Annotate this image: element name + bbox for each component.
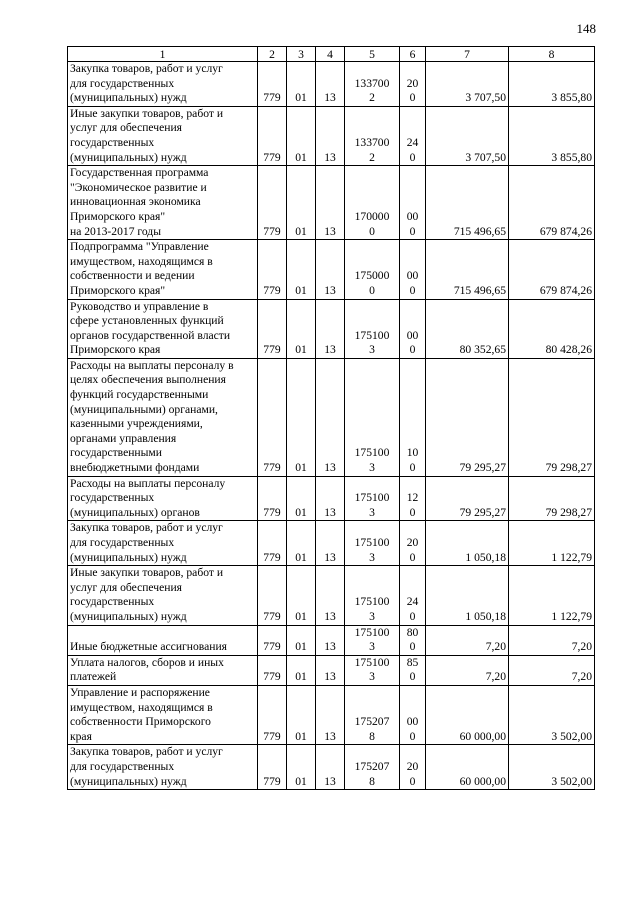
row-name-cell: Закупка товаров, работ и услуг для государственных (муниципальных) нужд [68, 521, 258, 566]
target-article-cell: 175100 3 [345, 521, 400, 566]
expense-type-cell: 00 0 [400, 299, 426, 358]
code-cell-section: 779 [258, 476, 287, 521]
expense-type-cell: 12 0 [400, 476, 426, 521]
amount-year-1-cell: 80 352,65 [426, 299, 509, 358]
target-article-cell: 133700 2 [345, 62, 400, 107]
code-cell-chapter: 01 [287, 521, 316, 566]
column-header: 6 [400, 47, 426, 62]
amount-year-2-cell: 3 502,00 [509, 685, 595, 744]
amount-year-2-cell: 3 855,80 [509, 106, 595, 165]
amount-year-2-cell: 7,20 [509, 625, 595, 655]
expense-type-cell: 00 0 [400, 685, 426, 744]
target-article-cell: 175100 3 [345, 358, 400, 476]
expense-type-cell: 24 0 [400, 566, 426, 625]
code-cell-section: 779 [258, 358, 287, 476]
code-cell-subchapter: 13 [316, 745, 345, 790]
table-row [68, 62, 595, 107]
expense-type-cell: 20 0 [400, 62, 426, 107]
row-name-cell: Расходы на выплаты персоналу в целях обеспечения выполнения функций государственными (муниципальными) органами, казенными учреждениями, органами управления государственными внебюджетными фондами [68, 358, 258, 476]
code-cell-section: 779 [258, 106, 287, 165]
code-cell-subchapter: 13 [316, 521, 345, 566]
expense-type-cell: 85 0 [400, 655, 426, 685]
column-header: 2 [258, 47, 287, 62]
code-cell-subchapter: 13 [316, 625, 345, 655]
amount-year-2-cell: 79 298,27 [509, 358, 595, 476]
expense-type-cell: 00 0 [400, 240, 426, 299]
table-row [68, 299, 595, 358]
code-cell-section: 779 [258, 745, 287, 790]
target-article-cell: 175000 0 [345, 240, 400, 299]
table-row [68, 358, 595, 476]
page-number: 148 [576, 21, 596, 36]
amount-year-2-cell: 679 874,26 [509, 240, 595, 299]
column-header: 5 [345, 47, 400, 62]
expense-type-cell: 24 0 [400, 106, 426, 165]
code-cell-chapter: 01 [287, 476, 316, 521]
code-cell-subchapter: 13 [316, 685, 345, 744]
code-cell-chapter: 01 [287, 745, 316, 790]
amount-year-1-cell: 60 000,00 [426, 745, 509, 790]
amount-year-2-cell: 3 855,80 [509, 62, 595, 107]
expense-type-cell: 00 0 [400, 166, 426, 240]
row-name-cell: Подпрограмма "Управление имуществом, находящимся в собственности и ведении Приморского края" [68, 240, 258, 299]
expense-type-cell: 20 0 [400, 745, 426, 790]
code-cell-section: 779 [258, 655, 287, 685]
amount-year-1-cell: 7,20 [426, 625, 509, 655]
code-cell-section: 779 [258, 521, 287, 566]
table-row [68, 685, 595, 744]
target-article-cell: 175100 3 [345, 299, 400, 358]
table-row [68, 745, 595, 790]
row-name-cell: Закупка товаров, работ и услуг для государственных (муниципальных) нужд [68, 62, 258, 107]
code-cell-section: 779 [258, 566, 287, 625]
code-cell-subchapter: 13 [316, 358, 345, 476]
table-row [68, 240, 595, 299]
code-cell-chapter: 01 [287, 358, 316, 476]
code-cell-chapter: 01 [287, 106, 316, 165]
code-cell-chapter: 01 [287, 299, 316, 358]
code-cell-subchapter: 13 [316, 299, 345, 358]
table-row [68, 625, 595, 655]
amount-year-1-cell: 3 707,50 [426, 62, 509, 107]
column-header: 1 [68, 47, 258, 62]
code-cell-chapter: 01 [287, 166, 316, 240]
amount-year-2-cell: 679 874,26 [509, 166, 595, 240]
row-name-cell: Иные закупки товаров, работ и услуг для обеспечения государственных (муниципальных) нужд [68, 566, 258, 625]
row-name-cell: Руководство и управление в сфере установленных функций органов государственной власти Приморского края [68, 299, 258, 358]
table-header-row [68, 47, 595, 62]
amount-year-1-cell: 3 707,50 [426, 106, 509, 165]
row-name-cell: Расходы на выплаты персоналу государственных (муниципальных) органов [68, 476, 258, 521]
column-header: 4 [316, 47, 345, 62]
row-name-cell: Государственная программа "Экономическое развитие и инновационная экономика Приморского края" на 2013-2017 годы [68, 166, 258, 240]
target-article-cell: 175100 3 [345, 476, 400, 521]
expense-type-cell: 10 0 [400, 358, 426, 476]
column-header: 8 [509, 47, 595, 62]
expense-type-cell: 20 0 [400, 521, 426, 566]
column-header: 3 [287, 47, 316, 62]
code-cell-section: 779 [258, 299, 287, 358]
code-cell-subchapter: 13 [316, 106, 345, 165]
row-name-cell: Управление и распоряжение имуществом, находящимся в собственности Приморского края [68, 685, 258, 744]
code-cell-chapter: 01 [287, 655, 316, 685]
code-cell-chapter: 01 [287, 685, 316, 744]
amount-year-1-cell: 79 295,27 [426, 358, 509, 476]
row-name-cell: Закупка товаров, работ и услуг для государственных (муниципальных) нужд [68, 745, 258, 790]
code-cell-subchapter: 13 [316, 655, 345, 685]
row-name-cell: Иные закупки товаров, работ и услуг для обеспечения государственных (муниципальных) нужд [68, 106, 258, 165]
amount-year-2-cell: 3 502,00 [509, 745, 595, 790]
table-row [68, 566, 595, 625]
code-cell-section: 779 [258, 166, 287, 240]
amount-year-1-cell: 60 000,00 [426, 685, 509, 744]
budget-table [67, 46, 595, 790]
target-article-cell: 175100 3 [345, 625, 400, 655]
code-cell-chapter: 01 [287, 62, 316, 107]
code-cell-chapter: 01 [287, 566, 316, 625]
amount-year-2-cell: 80 428,26 [509, 299, 595, 358]
amount-year-1-cell: 79 295,27 [426, 476, 509, 521]
target-article-cell: 170000 0 [345, 166, 400, 240]
code-cell-section: 779 [258, 625, 287, 655]
code-cell-chapter: 01 [287, 240, 316, 299]
table-row [68, 521, 595, 566]
row-name-cell: Уплата налогов, сборов и иных платежей [68, 655, 258, 685]
amount-year-1-cell: 715 496,65 [426, 240, 509, 299]
table-row [68, 166, 595, 240]
amount-year-2-cell: 79 298,27 [509, 476, 595, 521]
amount-year-1-cell: 1 050,18 [426, 521, 509, 566]
amount-year-1-cell: 1 050,18 [426, 566, 509, 625]
target-article-cell: 175100 3 [345, 566, 400, 625]
table-row [68, 476, 595, 521]
row-name-cell: Иные бюджетные ассигнования [68, 625, 258, 655]
target-article-cell: 133700 2 [345, 106, 400, 165]
table-row [68, 655, 595, 685]
column-header: 7 [426, 47, 509, 62]
amount-year-2-cell: 1 122,79 [509, 521, 595, 566]
code-cell-subchapter: 13 [316, 240, 345, 299]
code-cell-subchapter: 13 [316, 566, 345, 625]
amount-year-2-cell: 7,20 [509, 655, 595, 685]
code-cell-section: 779 [258, 685, 287, 744]
code-cell-subchapter: 13 [316, 62, 345, 107]
code-cell-chapter: 01 [287, 625, 316, 655]
amount-year-1-cell: 7,20 [426, 655, 509, 685]
table-row [68, 106, 595, 165]
amount-year-1-cell: 715 496,65 [426, 166, 509, 240]
expense-type-cell: 80 0 [400, 625, 426, 655]
amount-year-2-cell: 1 122,79 [509, 566, 595, 625]
target-article-cell: 175100 3 [345, 655, 400, 685]
target-article-cell: 175207 8 [345, 745, 400, 790]
target-article-cell: 175207 8 [345, 685, 400, 744]
code-cell-section: 779 [258, 240, 287, 299]
code-cell-subchapter: 13 [316, 166, 345, 240]
code-cell-subchapter: 13 [316, 476, 345, 521]
code-cell-section: 779 [258, 62, 287, 107]
